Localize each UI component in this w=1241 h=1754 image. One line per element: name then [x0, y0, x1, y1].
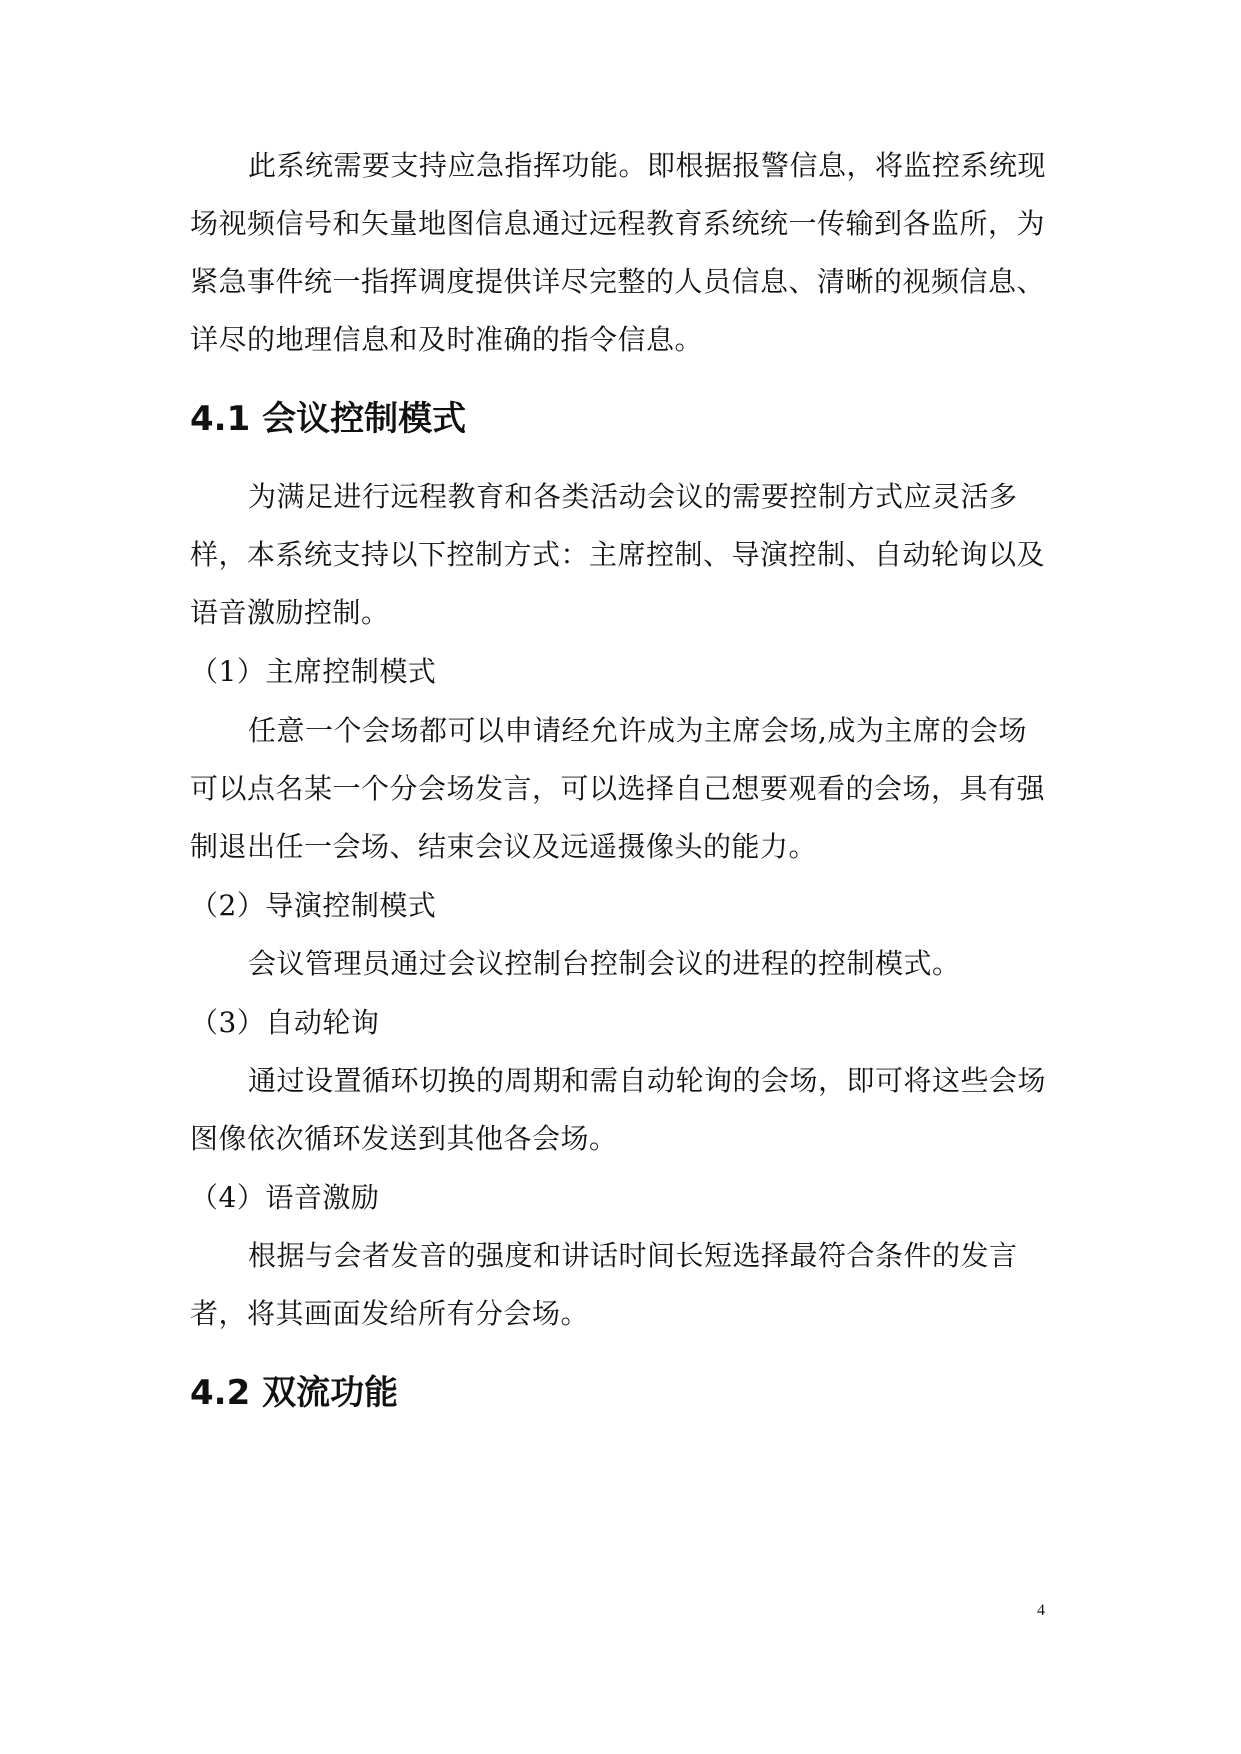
- paragraph-line: 样，本系统支持以下控制方式：主席控制、导演控制、自动轮询以及: [190, 538, 1046, 571]
- paragraph-line: 可以点名某一个分会场发言，可以选择自己想要观看的会场，具有强: [190, 772, 1046, 805]
- paragraph-line: 此系统需要支持应急指挥功能。即根据报警信息，将监控系统现: [248, 149, 1047, 182]
- paragraph-line: 图像依次循环发送到其他各会场。: [190, 1122, 618, 1155]
- paragraph-line: 任意一个会场都可以申请经允许成为主席会场,成为主席的会场: [248, 714, 1027, 747]
- paragraph-line: 会议管理员通过会议控制台控制会议的进程的控制模式。: [248, 947, 961, 980]
- item-title-3: （3）自动轮询: [190, 1006, 380, 1039]
- paragraph-line: 语音激励控制。: [190, 596, 390, 629]
- paragraph-line: 为满足进行远程教育和各类活动会议的需要控制方式应灵活多: [248, 480, 1018, 513]
- paragraph-line: 紧急事件统一指挥调度提供详尽完整的人员信息、清晰的视频信息、: [190, 265, 1046, 298]
- section-heading-4-1: 4.1 会议控制模式: [190, 399, 467, 439]
- item-title-4: （4）语音激励: [190, 1181, 380, 1214]
- paragraph-line: 详尽的地理信息和及时准确的指令信息。: [190, 323, 704, 356]
- page-number: 4: [1037, 1602, 1045, 1619]
- paragraph-line: 制退出任一会场、结束会议及远遥摄像头的能力。: [190, 830, 818, 863]
- paragraph-line: 者，将其画面发给所有分会场。: [190, 1297, 590, 1330]
- paragraph-line: 通过设置循环切换的周期和需自动轮询的会场，即可将这些会场: [248, 1064, 1047, 1097]
- paragraph-line: 场视频信号和矢量地图信息通过远程教育系统统一传输到各监所，为: [190, 207, 1046, 240]
- section-heading-4-2: 4.2 双流功能: [190, 1373, 399, 1413]
- item-title-2: （2）导演控制模式: [190, 889, 437, 922]
- paragraph-line: 根据与会者发音的强度和讲话时间长短选择最符合条件的发言: [248, 1239, 1018, 1272]
- item-title-1: （1）主席控制模式: [190, 655, 437, 688]
